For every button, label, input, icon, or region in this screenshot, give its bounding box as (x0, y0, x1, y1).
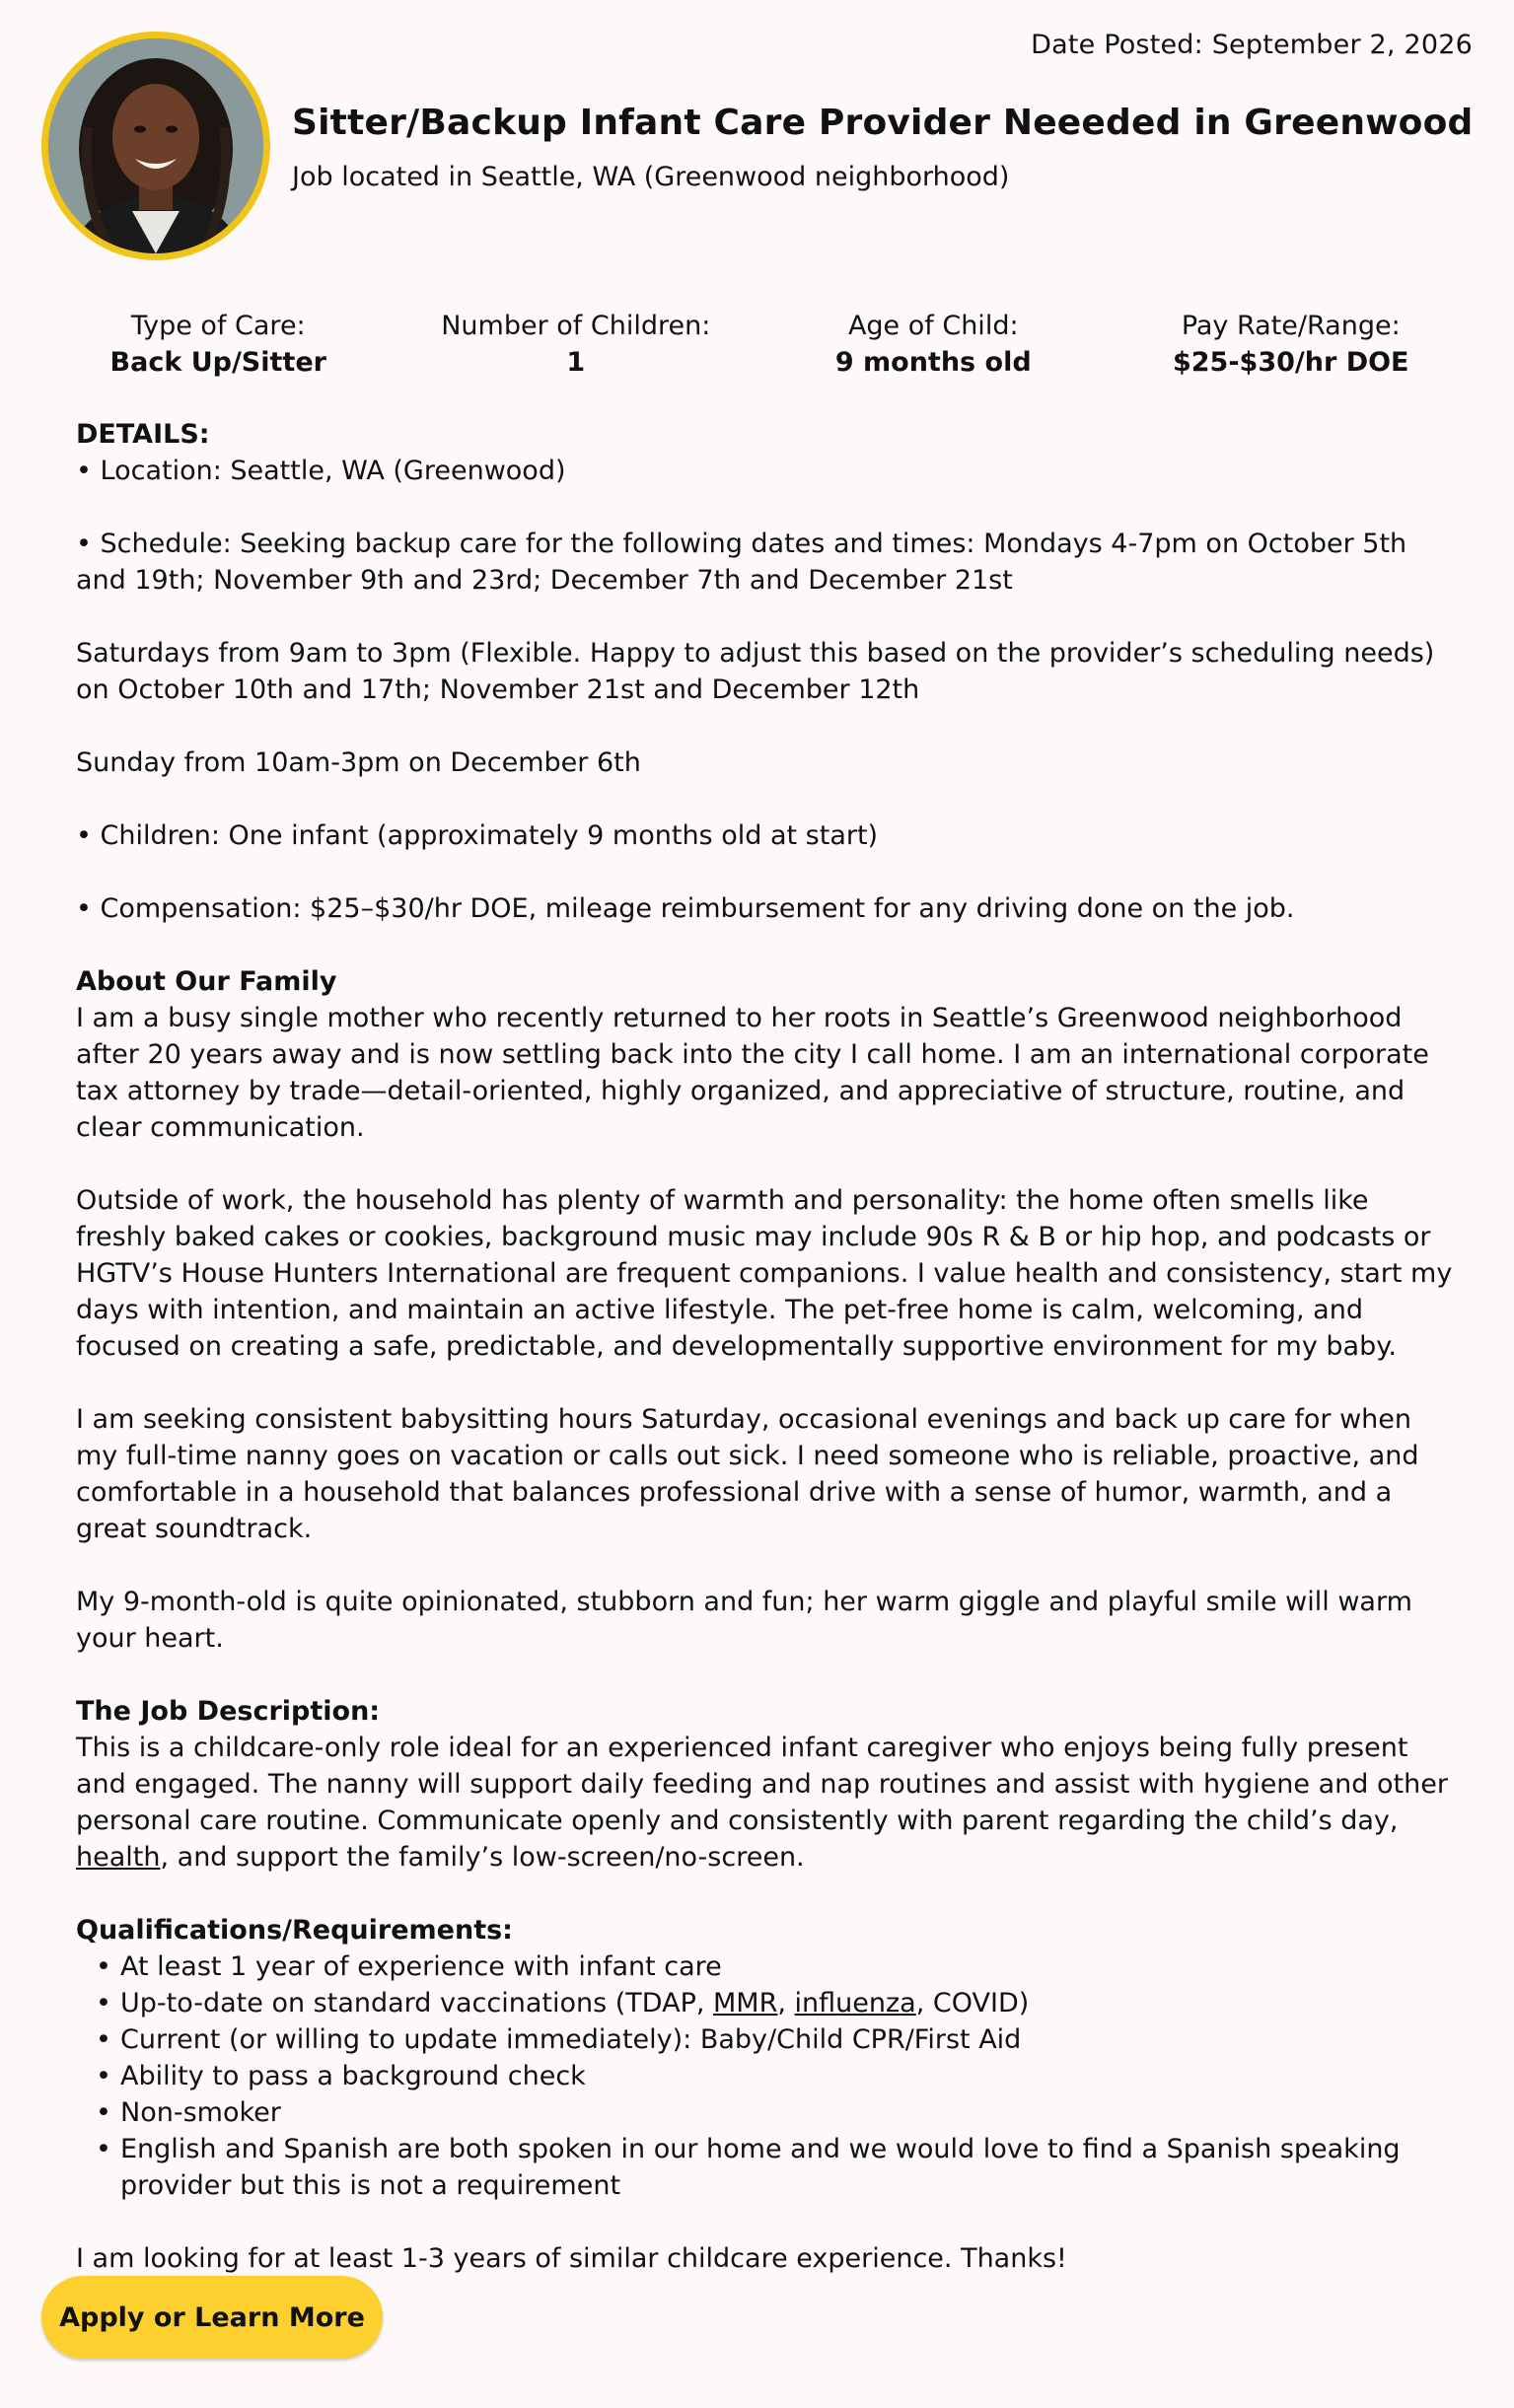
job-description-text: This is a childcare-only role ideal for an experienced infant caregiver who enjoys being fully present and engaged. The nanny will support daily feeding and nap routines and assist with hygiene and other personal care routine. Communicate openly and consistently with parent regarding the child’s day, (76, 1733, 1448, 1836)
details-compensation: • Compensation: $25–$30/hr DOE, mileage reimbursement for any driving done on the job. (76, 893, 1295, 924)
stat-label: Number of Children: (441, 311, 711, 341)
details-sunday: Sunday from 10am-3pm on December 6th (76, 747, 641, 778)
family-section (76, 963, 1457, 1146)
avatar (41, 32, 270, 260)
details-children: • Children: One infant (approximately 9 months old at start) (76, 820, 879, 851)
closing-text: I am looking for at least 1-3 years of similar childcare experience. Thanks! (76, 2243, 1067, 2274)
mmr-link[interactable]: MMR (713, 1988, 778, 2018)
list-item: • Non-smoker (120, 2094, 1457, 2131)
job-description-text: , and support the family’s low-screen/no-screen. (160, 1842, 805, 1873)
stat-value: 1 (566, 347, 586, 378)
list-item: • At least 1 year of experience with infant care (120, 1948, 1457, 1985)
details-section (76, 416, 1457, 489)
list-item-text: Up-to-date on standard vaccinations (TDAP, (120, 1988, 714, 2018)
avatar-photo (48, 38, 263, 253)
job-description-heading: The Job Description: (76, 1696, 381, 1727)
stat-number-of-children (397, 308, 756, 381)
job-description-section (76, 1693, 1457, 1876)
family-paragraph: I am a busy single mother who recently returned to her roots in Seattle’s Greenwood neighborhood after 20 years away and is now settling back into the city I call home. I am an international corporate tax attorney by trade—detail-oriented, highly organized, and appreciative of structure, routine, and clear communication. (76, 1003, 1429, 1143)
list-item: • Ability to pass a background check (120, 2058, 1457, 2094)
stat-value: $25-$30/hr DOE (1172, 347, 1409, 378)
stat-pay-rate (1113, 308, 1471, 381)
qualifications-heading: Qualifications/Requirements: (76, 1915, 513, 1946)
job-title: Sitter/Backup Infant Care Provider Neeeded in Greenwood (292, 103, 1474, 143)
list-item-separator: , (777, 1988, 795, 2018)
qualifications-list (76, 1948, 1457, 2204)
apply-button[interactable]: Apply or Learn More (41, 2276, 383, 2359)
family-heading: About Our Family (76, 966, 337, 997)
job-summary-stats (39, 308, 1470, 381)
list-item: • Current (or willing to update immediately): Baby/Child CPR/First Aid (120, 2021, 1457, 2058)
stat-label: Age of Child: (847, 311, 1019, 341)
stat-label: Pay Rate/Range: (1181, 311, 1401, 341)
health-link[interactable]: health (76, 1842, 161, 1873)
family-paragraph: Outside of work, the household has plenty of warmth and personality: the home often smells like freshly baked cakes or cookies, background music may include 90s R & B or hip hop, and podcasts or HGTV’s House Hunters International are frequent companions. I value health and consistency, start my days with intention, and maintain an active lifestyle. The pet-free home is calm, welcoming, and focused on creating a safe, predictable, and developmentally supportive environment for my baby. (76, 1185, 1453, 1362)
list-item (120, 1985, 1457, 2021)
job-location: Job located in Seattle, WA (Greenwood neighborhood) (292, 162, 1010, 192)
details-location: • Location: Seattle, WA (Greenwood) (76, 456, 566, 486)
family-paragraph: I am seeking consistent babysitting hours Saturday, occasional evenings and back up care for when my full-time nanny goes on vacation or calls out sick. I need someone who is reliable, proactive, and comfortable in a household that balances professional drive with a sense of humor, warmth, and a great soundtrack. (76, 1404, 1419, 1544)
stat-type-of-care (39, 308, 397, 381)
stat-value: Back Up/Sitter (109, 347, 326, 378)
list-item: • English and Spanish are both spoken in our home and we would love to find a Spanish speaking provider but this is not a requirement (120, 2131, 1457, 2204)
stat-age-of-child (755, 308, 1113, 381)
stat-label: Type of Care: (130, 311, 306, 341)
job-content (76, 416, 1457, 2313)
list-item-text: , COVID) (915, 1988, 1030, 2018)
qualifications-section (76, 1912, 1457, 2204)
family-paragraph: My 9-month-old is quite opinionated, stubborn and fun; her warm giggle and playful smile will warm your heart. (76, 1587, 1412, 1654)
date-posted: Date Posted: September 2, 2026 (1031, 30, 1473, 60)
details-saturdays: Saturdays from 9am to 3pm (Flexible. Happy to adjust this based on the provider’s scheduling needs) on October 10th and 17th; November 21st and December 12th (76, 638, 1435, 705)
details-heading: DETAILS: (76, 419, 210, 450)
influenza-link[interactable]: influenza (794, 1988, 916, 2018)
details-schedule: • Schedule: Seeking backup care for the following dates and times: Mondays 4-7pm on October 5th and 19th; November 9th and 23rd; December 7th and December 21st (76, 529, 1407, 596)
stat-value: 9 months old (834, 347, 1032, 378)
